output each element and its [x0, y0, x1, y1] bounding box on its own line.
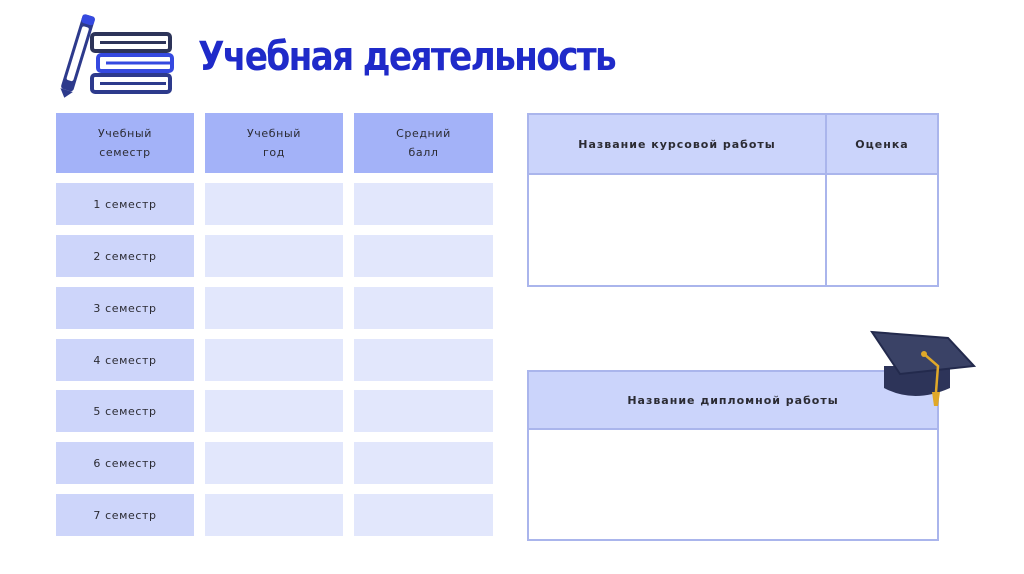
header-gpa-line2: балл: [408, 146, 439, 159]
gpa-cell[interactable]: [354, 287, 493, 329]
header-semester-line1: Учебный: [98, 127, 152, 140]
coursework-grade-cell[interactable]: [827, 175, 937, 285]
books-and-pen-icon: [52, 10, 182, 102]
header-semester-line2: семестр: [99, 146, 151, 159]
coursework-table: [527, 113, 939, 287]
page-title: Учебная деятельность: [198, 34, 616, 80]
gpa-cell[interactable]: [354, 235, 493, 277]
semester-label: 6 семестр: [56, 442, 194, 484]
year-cell[interactable]: [205, 494, 343, 536]
year-cell[interactable]: [205, 339, 343, 381]
header-year-line2: год: [263, 146, 285, 159]
semester-label: 3 семестр: [56, 287, 194, 329]
header-gpa-line1: Средний: [396, 127, 451, 140]
header-gpa: [354, 113, 493, 173]
gpa-cell[interactable]: [354, 339, 493, 381]
graduation-cap-icon: [868, 326, 980, 410]
gpa-cell[interactable]: [354, 390, 493, 432]
diploma-header: Название дипломной работы: [529, 372, 937, 428]
semester-label: 5 семестр: [56, 390, 194, 432]
gpa-cell[interactable]: [354, 442, 493, 484]
coursework-name-header: Название курсовой работы: [529, 115, 825, 173]
semester-label: 7 семестр: [56, 494, 194, 536]
header-year: [205, 113, 343, 173]
gpa-cell[interactable]: [354, 494, 493, 536]
semester-label: 2 семестр: [56, 235, 194, 277]
year-cell[interactable]: [205, 442, 343, 484]
header-semester: [56, 113, 194, 173]
diploma-name-cell[interactable]: [529, 430, 937, 539]
coursework-name-cell[interactable]: [529, 175, 825, 285]
year-cell[interactable]: [205, 183, 343, 225]
year-cell[interactable]: [205, 235, 343, 277]
header-year-line1: Учебный: [247, 127, 301, 140]
year-cell[interactable]: [205, 287, 343, 329]
semester-label: 4 семестр: [56, 339, 194, 381]
coursework-grade-header: Оценка: [827, 115, 937, 173]
semester-label: 1 семестр: [56, 183, 194, 225]
gpa-cell[interactable]: [354, 183, 493, 225]
year-cell[interactable]: [205, 390, 343, 432]
